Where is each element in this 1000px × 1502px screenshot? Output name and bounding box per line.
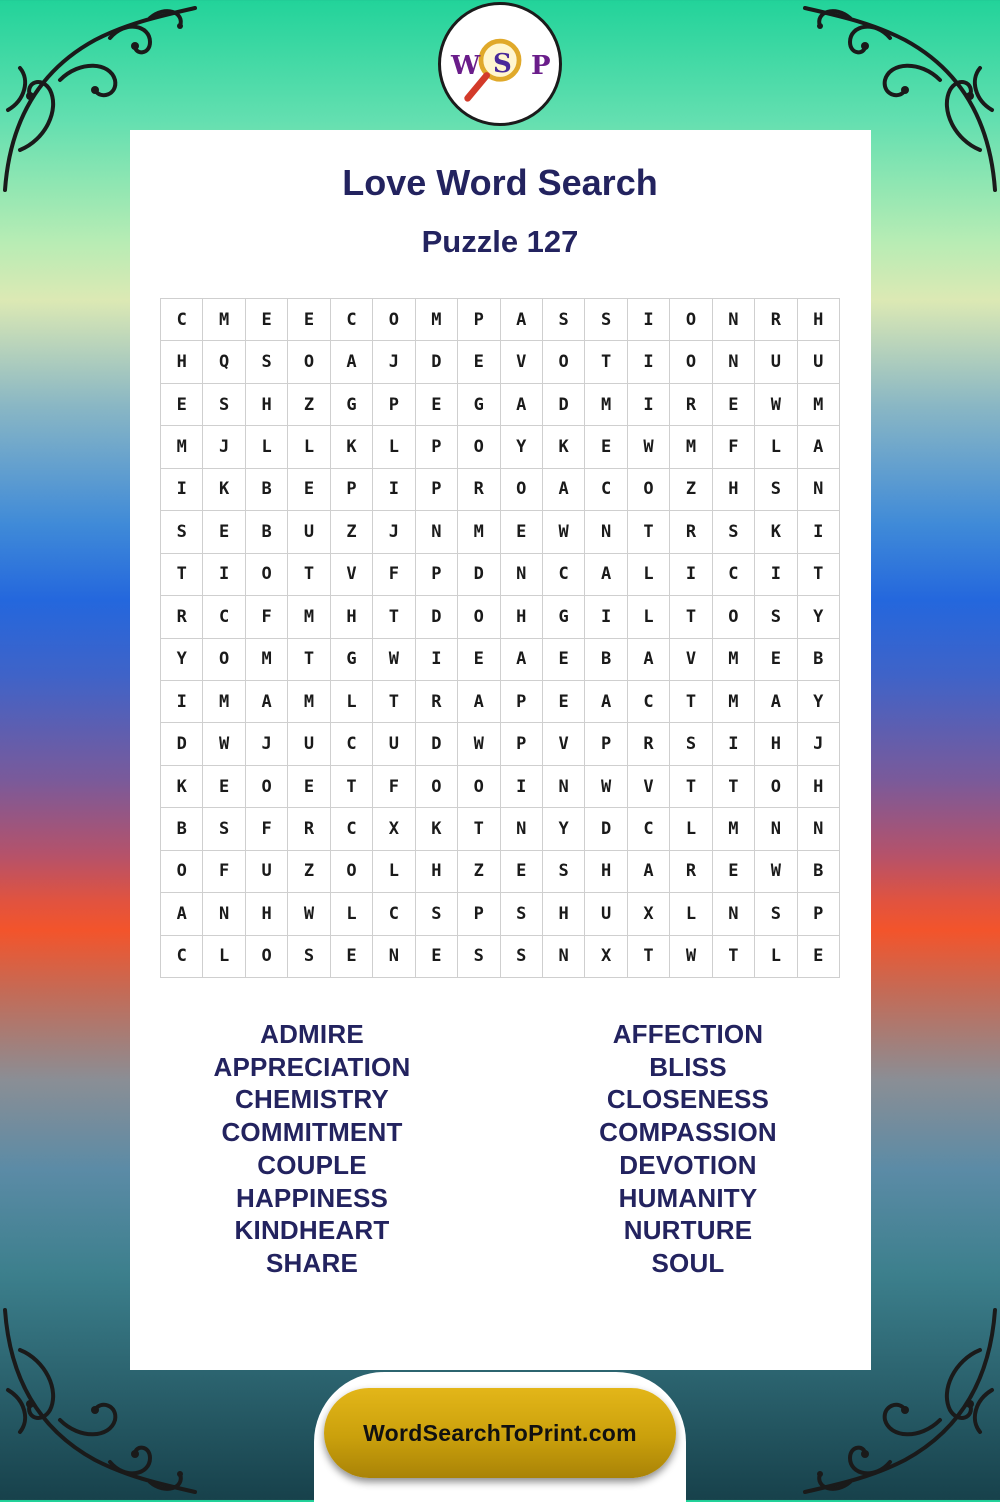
grid-cell[interactable]: H — [798, 766, 840, 808]
grid-cell[interactable]: T — [288, 554, 330, 596]
word-list-item: SHARE — [265, 1247, 358, 1278]
grid-cell[interactable]: G — [458, 384, 500, 426]
grid-cell[interactable]: R — [161, 596, 203, 638]
grid-cell[interactable]: W — [288, 893, 330, 935]
grid-cell[interactable]: Y — [161, 639, 203, 681]
grid-cell[interactable]: O — [288, 341, 330, 383]
grid-cell[interactable]: O — [246, 936, 288, 978]
grid-cell[interactable]: D — [543, 384, 585, 426]
grid-cell[interactable]: I — [161, 469, 203, 511]
grid-cell[interactable]: E — [288, 766, 330, 808]
grid-cell[interactable]: S — [501, 893, 543, 935]
grid-cell[interactable]: C — [373, 893, 415, 935]
grid-cell[interactable]: V — [628, 766, 670, 808]
grid-cell[interactable]: I — [161, 681, 203, 723]
grid-cell[interactable]: O — [458, 596, 500, 638]
grid-cell[interactable]: J — [246, 723, 288, 765]
grid-cell[interactable]: O — [246, 766, 288, 808]
grid-cell[interactable]: A — [798, 426, 840, 468]
grid-cell[interactable]: E — [288, 299, 330, 341]
grid-cell[interactable]: H — [755, 723, 797, 765]
grid-cell[interactable]: T — [670, 766, 712, 808]
grid-cell[interactable]: S — [246, 341, 288, 383]
site-link-label: WordSearchToPrint.com — [363, 1419, 637, 1446]
grid-cell[interactable]: A — [246, 681, 288, 723]
grid-cell[interactable]: N — [798, 469, 840, 511]
grid-cell[interactable]: M — [416, 299, 458, 341]
grid-cell[interactable]: A — [501, 384, 543, 426]
grid-cell[interactable]: H — [161, 341, 203, 383]
grid-cell[interactable]: W — [458, 723, 500, 765]
grid-cell[interactable]: R — [670, 851, 712, 893]
grid-cell[interactable]: H — [798, 299, 840, 341]
grid-cell[interactable]: C — [628, 681, 670, 723]
grid-cell[interactable]: P — [798, 893, 840, 935]
grid-cell[interactable]: K — [416, 808, 458, 850]
grid-cell[interactable]: I — [670, 554, 712, 596]
grid-cell[interactable]: I — [755, 554, 797, 596]
grid-cell[interactable]: S — [543, 851, 585, 893]
grid-cell[interactable]: M — [670, 426, 712, 468]
grid-cell[interactable]: B — [585, 639, 627, 681]
grid-cell[interactable]: H — [543, 893, 585, 935]
grid-cell[interactable]: L — [755, 426, 797, 468]
grid-cell[interactable]: H — [416, 851, 458, 893]
grid-cell[interactable]: N — [585, 511, 627, 553]
grid-cell[interactable]: Z — [670, 469, 712, 511]
grid-cell[interactable]: J — [203, 426, 245, 468]
grid-cell[interactable]: T — [713, 936, 755, 978]
grid-cell[interactable]: P — [458, 893, 500, 935]
grid-cell[interactable]: M — [458, 511, 500, 553]
grid-cell[interactable]: R — [628, 723, 670, 765]
grid-cell[interactable]: S — [203, 808, 245, 850]
grid-cell[interactable]: X — [628, 893, 670, 935]
grid-cell[interactable]: P — [458, 299, 500, 341]
grid-cell[interactable]: E — [288, 469, 330, 511]
page-title: Love Word Search — [342, 162, 658, 203]
grid-cell[interactable]: O — [670, 341, 712, 383]
grid-cell[interactable]: H — [501, 596, 543, 638]
word-list-item: APPRECIATION — [213, 1051, 411, 1082]
grid-cell[interactable]: P — [331, 469, 373, 511]
grid-cell[interactable]: E — [713, 384, 755, 426]
grid-cell[interactable]: H — [331, 596, 373, 638]
grid-cell[interactable]: W — [670, 936, 712, 978]
grid-cell[interactable]: O — [628, 469, 670, 511]
grid-cell[interactable]: P — [373, 384, 415, 426]
grid-cell[interactable]: I — [416, 639, 458, 681]
grid-cell[interactable]: U — [373, 723, 415, 765]
grid-cell[interactable]: E — [203, 511, 245, 553]
word-list-item: HUMANITY — [618, 1182, 758, 1213]
grid-cell[interactable]: S — [755, 893, 797, 935]
grid-cell[interactable]: K — [755, 511, 797, 553]
grid-cell[interactable]: Z — [288, 384, 330, 426]
grid-cell[interactable]: O — [416, 766, 458, 808]
grid-cell[interactable]: W — [628, 426, 670, 468]
grid-cell[interactable]: E — [798, 936, 840, 978]
grid-cell[interactable]: N — [713, 341, 755, 383]
grid-cell[interactable]: E — [203, 766, 245, 808]
grid-cell[interactable]: N — [501, 808, 543, 850]
grid-cell[interactable]: D — [458, 554, 500, 596]
grid-cell[interactable]: T — [628, 936, 670, 978]
grid-cell[interactable]: O — [203, 639, 245, 681]
grid-cell[interactable]: I — [628, 341, 670, 383]
grid-cell[interactable]: G — [331, 384, 373, 426]
grid-cell[interactable]: R — [458, 469, 500, 511]
grid-cell[interactable]: C — [713, 554, 755, 596]
letter-grid[interactable] — [160, 298, 840, 978]
word-list-item: COMPASSION — [599, 1117, 777, 1148]
grid-cell[interactable]: C — [331, 299, 373, 341]
grid-cell[interactable]: N — [501, 554, 543, 596]
site-logo[interactable] — [438, 2, 562, 126]
grid-cell[interactable]: D — [585, 808, 627, 850]
word-list-item: BLISS — [649, 1051, 727, 1082]
grid-cell[interactable]: Y — [543, 808, 585, 850]
grid-cell[interactable]: E — [501, 851, 543, 893]
grid-cell[interactable]: T — [670, 596, 712, 638]
grid-cell[interactable]: M — [798, 384, 840, 426]
grid-cell[interactable]: J — [373, 341, 415, 383]
grid-cell[interactable]: S — [161, 511, 203, 553]
grid-cell[interactable]: K — [331, 426, 373, 468]
grid-cell[interactable]: L — [755, 936, 797, 978]
grid-cell[interactable]: U — [246, 851, 288, 893]
word-list-right — [538, 1018, 838, 1280]
word-list-item: COMMITMENT — [221, 1117, 403, 1148]
grid-cell[interactable]: O — [755, 766, 797, 808]
grid-cell[interactable]: P — [416, 426, 458, 468]
grid-cell[interactable]: U — [798, 341, 840, 383]
grid-cell[interactable]: W — [755, 851, 797, 893]
grid-cell[interactable]: L — [246, 426, 288, 468]
grid-cell[interactable]: T — [161, 554, 203, 596]
grid-cell[interactable]: B — [161, 808, 203, 850]
logo-letter-s: S — [493, 49, 512, 79]
word-list-item: DEVOTION — [619, 1149, 757, 1180]
grid-cell[interactable]: V — [331, 554, 373, 596]
grid-cell[interactable]: O — [670, 299, 712, 341]
grid-cell[interactable]: T — [331, 766, 373, 808]
grid-cell[interactable]: W — [543, 511, 585, 553]
grid-cell[interactable]: F — [246, 808, 288, 850]
grid-cell[interactable]: G — [331, 639, 373, 681]
grid-cell[interactable]: C — [628, 808, 670, 850]
grid-cell[interactable]: J — [798, 723, 840, 765]
grid-cell[interactable]: E — [543, 639, 585, 681]
grid-cell[interactable]: D — [161, 723, 203, 765]
grid-cell[interactable]: E — [246, 299, 288, 341]
grid-cell[interactable]: L — [628, 554, 670, 596]
grid-cell[interactable]: L — [670, 893, 712, 935]
grid-cell[interactable]: K — [161, 766, 203, 808]
grid-cell[interactable]: L — [331, 893, 373, 935]
grid-cell[interactable]: I — [628, 299, 670, 341]
grid-cell[interactable]: R — [670, 384, 712, 426]
grid-cell[interactable]: N — [798, 808, 840, 850]
word-list-item: SOUL — [651, 1247, 725, 1278]
grid-cell[interactable]: M — [161, 426, 203, 468]
grid-cell[interactable]: A — [501, 299, 543, 341]
grid-cell[interactable]: T — [458, 808, 500, 850]
grid-cell[interactable]: E — [585, 426, 627, 468]
grid-cell[interactable]: I — [373, 469, 415, 511]
grid-cell[interactable]: E — [416, 936, 458, 978]
grid-cell[interactable]: B — [246, 469, 288, 511]
grid-cell[interactable]: H — [246, 384, 288, 426]
grid-cell[interactable]: Y — [798, 681, 840, 723]
word-list-item: COUPLE — [257, 1149, 367, 1180]
grid-cell[interactable]: N — [755, 808, 797, 850]
grid-cell[interactable]: S — [670, 723, 712, 765]
grid-cell[interactable]: O — [246, 554, 288, 596]
grid-cell[interactable]: C — [161, 936, 203, 978]
logo-letter-p: P — [531, 51, 551, 81]
word-list-left — [162, 1018, 462, 1280]
grid-cell[interactable]: B — [246, 511, 288, 553]
grid-cell[interactable]: O — [373, 299, 415, 341]
word-list-item: CHEMISTRY — [235, 1084, 389, 1115]
grid-cell[interactable]: L — [373, 851, 415, 893]
grid-cell[interactable]: I — [585, 596, 627, 638]
grid-cell[interactable]: F — [713, 426, 755, 468]
grid-cell[interactable]: A — [501, 639, 543, 681]
grid-cell[interactable]: A — [331, 341, 373, 383]
grid-cell[interactable]: P — [416, 554, 458, 596]
grid-cell[interactable]: E — [713, 851, 755, 893]
grid-cell[interactable]: P — [501, 723, 543, 765]
word-list-item: NURTURE — [623, 1215, 753, 1246]
grid-cell[interactable]: O — [331, 851, 373, 893]
grid-cell[interactable]: L — [203, 936, 245, 978]
grid-cell[interactable]: H — [713, 469, 755, 511]
grid-cell[interactable]: T — [798, 554, 840, 596]
grid-cell[interactable]: I — [798, 511, 840, 553]
grid-cell[interactable]: Z — [458, 851, 500, 893]
grid-cell[interactable]: E — [501, 511, 543, 553]
grid-cell[interactable]: G — [543, 596, 585, 638]
word-list-item: AFFECTION — [612, 1019, 764, 1049]
grid-cell[interactable]: A — [755, 681, 797, 723]
grid-cell[interactable]: L — [373, 426, 415, 468]
grid-cell[interactable]: S — [585, 299, 627, 341]
grid-cell[interactable]: C — [203, 596, 245, 638]
grid-cell[interactable]: M — [288, 596, 330, 638]
grid-cell[interactable]: E — [161, 384, 203, 426]
grid-cell[interactable]: M — [585, 384, 627, 426]
grid-cell[interactable]: N — [373, 936, 415, 978]
grid-cell[interactable]: E — [331, 936, 373, 978]
grid-cell[interactable]: S — [416, 893, 458, 935]
grid-cell[interactable]: P — [585, 723, 627, 765]
grid-cell[interactable]: O — [501, 469, 543, 511]
grid-cell[interactable]: L — [628, 596, 670, 638]
grid-cell[interactable]: F — [246, 596, 288, 638]
grid-cell[interactable]: V — [543, 723, 585, 765]
grid-cell[interactable]: B — [798, 639, 840, 681]
grid-cell[interactable]: A — [628, 639, 670, 681]
grid-cell[interactable]: I — [628, 384, 670, 426]
word-list-item: CLOSENESS — [606, 1084, 770, 1115]
grid-cell[interactable]: T — [288, 639, 330, 681]
grid-cell[interactable]: C — [585, 469, 627, 511]
grid-cell[interactable]: E — [416, 384, 458, 426]
grid-cell[interactable]: H — [585, 851, 627, 893]
grid-cell[interactable]: M — [288, 681, 330, 723]
grid-cell[interactable]: I — [203, 554, 245, 596]
grid-cell[interactable]: V — [501, 341, 543, 383]
grid-cell[interactable]: R — [288, 808, 330, 850]
grid-cell[interactable]: U — [585, 893, 627, 935]
grid-cell[interactable]: N — [713, 299, 755, 341]
grid-cell[interactable]: C — [331, 808, 373, 850]
grid-cell[interactable]: S — [458, 936, 500, 978]
grid-cell[interactable]: P — [416, 469, 458, 511]
grid-cell[interactable]: T — [373, 596, 415, 638]
grid-cell[interactable]: F — [373, 554, 415, 596]
grid-cell[interactable]: F — [203, 851, 245, 893]
grid-cell[interactable]: A — [585, 554, 627, 596]
grid-cell[interactable]: S — [713, 511, 755, 553]
grid-cell[interactable]: C — [161, 299, 203, 341]
grid-cell[interactable]: T — [670, 681, 712, 723]
grid-cell[interactable]: U — [288, 511, 330, 553]
grid-cell[interactable]: D — [416, 723, 458, 765]
grid-cell[interactable]: E — [543, 681, 585, 723]
grid-cell[interactable]: R — [670, 511, 712, 553]
grid-cell[interactable]: H — [246, 893, 288, 935]
grid-cell[interactable]: J — [373, 511, 415, 553]
puzzle-number: Puzzle 127 — [421, 224, 579, 259]
grid-cell[interactable]: A — [458, 681, 500, 723]
grid-cell[interactable]: I — [501, 766, 543, 808]
grid-cell[interactable]: W — [203, 723, 245, 765]
grid-cell[interactable]: M — [713, 681, 755, 723]
grid-cell[interactable]: S — [203, 384, 245, 426]
grid-cell[interactable]: S — [288, 936, 330, 978]
grid-cell[interactable]: O — [713, 596, 755, 638]
grid-cell[interactable]: X — [373, 808, 415, 850]
grid-cell[interactable]: Y — [798, 596, 840, 638]
grid-cell[interactable]: W — [585, 766, 627, 808]
grid-cell[interactable]: C — [331, 723, 373, 765]
site-link-button[interactable] — [324, 1388, 676, 1478]
grid-cell[interactable]: K — [543, 426, 585, 468]
grid-cell[interactable]: O — [161, 851, 203, 893]
grid-cell[interactable]: N — [543, 766, 585, 808]
grid-cell[interactable]: L — [670, 808, 712, 850]
grid-cell[interactable]: E — [458, 341, 500, 383]
grid-cell[interactable]: N — [416, 511, 458, 553]
word-list-item: HAPPINESS — [235, 1182, 389, 1213]
grid-cell[interactable]: L — [288, 426, 330, 468]
grid-cell[interactable]: S — [755, 596, 797, 638]
grid-cell[interactable]: K — [203, 469, 245, 511]
grid-cell[interactable]: T — [713, 766, 755, 808]
grid-cell[interactable]: M — [246, 639, 288, 681]
grid-cell[interactable]: O — [458, 766, 500, 808]
grid-cell[interactable]: S — [543, 299, 585, 341]
grid-cell[interactable]: I — [713, 723, 755, 765]
grid-cell[interactable]: V — [670, 639, 712, 681]
grid-cell[interactable]: A — [585, 681, 627, 723]
grid-cell[interactable]: Z — [288, 851, 330, 893]
grid-cell[interactable]: N — [713, 893, 755, 935]
grid-cell[interactable]: R — [416, 681, 458, 723]
grid-cell[interactable]: N — [203, 893, 245, 935]
grid-cell[interactable]: Y — [501, 426, 543, 468]
grid-cell[interactable]: W — [755, 384, 797, 426]
word-list-item: KINDHEART — [234, 1215, 390, 1246]
grid-cell[interactable]: Z — [331, 511, 373, 553]
grid-cell[interactable]: S — [501, 936, 543, 978]
grid-cell[interactable]: A — [628, 851, 670, 893]
word-list-item: ADMIRE — [260, 1019, 364, 1049]
grid-cell[interactable]: M — [203, 299, 245, 341]
grid-cell[interactable]: E — [755, 639, 797, 681]
grid-cell[interactable]: E — [458, 639, 500, 681]
grid-cell[interactable]: M — [713, 808, 755, 850]
grid-cell[interactable]: D — [416, 341, 458, 383]
grid-cell[interactable]: P — [501, 681, 543, 723]
logo-letter-w: W — [451, 51, 481, 81]
grid-cell[interactable]: L — [331, 681, 373, 723]
grid-cell[interactable]: T — [585, 341, 627, 383]
grid-cell[interactable]: B — [798, 851, 840, 893]
grid-cell[interactable]: X — [585, 936, 627, 978]
grid-cell[interactable]: U — [288, 723, 330, 765]
grid-cell[interactable]: R — [755, 299, 797, 341]
grid-cell[interactable]: D — [416, 596, 458, 638]
grid-cell[interactable]: F — [373, 766, 415, 808]
grid-cell[interactable]: M — [713, 639, 755, 681]
grid-cell[interactable]: A — [161, 893, 203, 935]
grid-cell[interactable]: O — [543, 341, 585, 383]
grid-cell[interactable]: S — [755, 469, 797, 511]
grid-cell[interactable]: T — [373, 681, 415, 723]
grid-cell[interactable]: W — [373, 639, 415, 681]
grid-cell[interactable]: O — [458, 426, 500, 468]
grid-cell[interactable]: N — [543, 936, 585, 978]
grid-cell[interactable]: U — [755, 341, 797, 383]
grid-cell[interactable]: M — [203, 681, 245, 723]
grid-cell[interactable]: Q — [203, 341, 245, 383]
grid-cell[interactable]: T — [628, 511, 670, 553]
grid-cell[interactable]: C — [543, 554, 585, 596]
grid-cell[interactable]: A — [543, 469, 585, 511]
